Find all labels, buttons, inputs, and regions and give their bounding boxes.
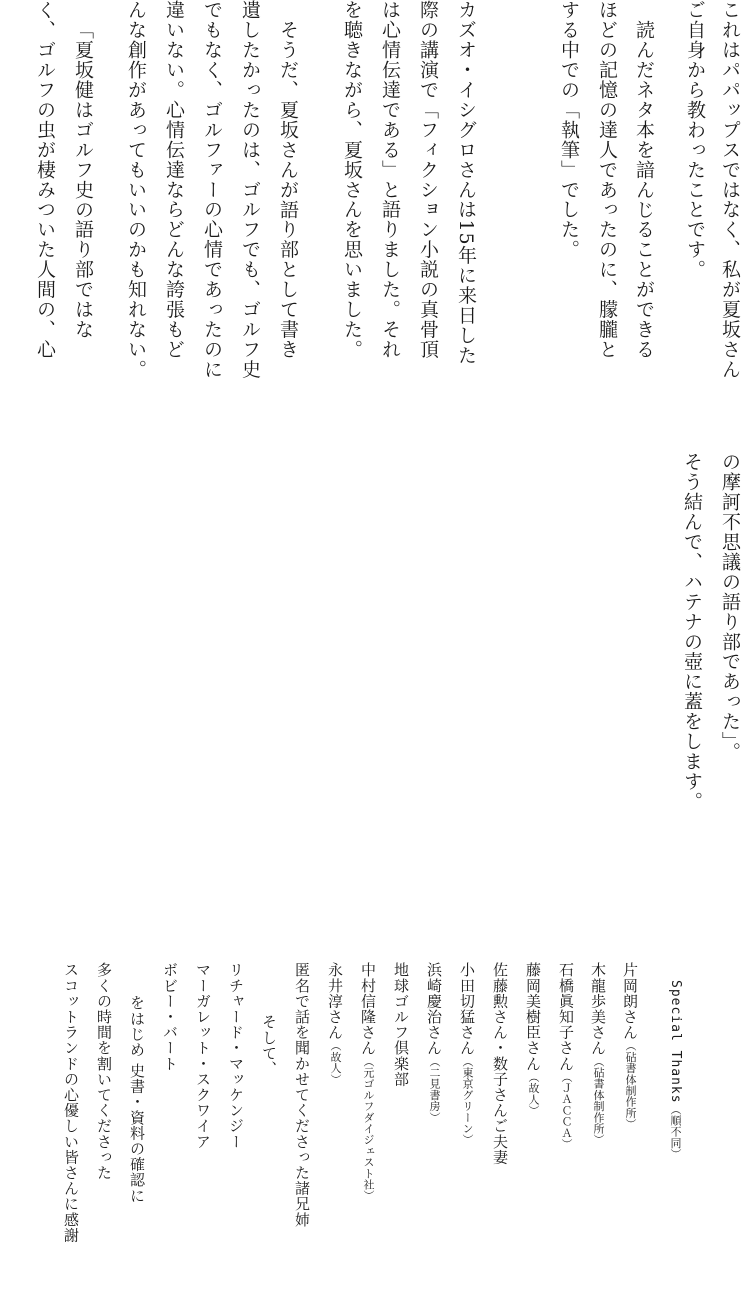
credit-entry (492, 962, 507, 1165)
credit-name: 永井淳さん (326, 962, 344, 1040)
body-line: 際の講演で「フィクション小説の真骨頂 (417, 0, 439, 360)
credit-person: ボビー・バート (161, 962, 179, 1072)
credit-entry (393, 962, 408, 1087)
credit-final: スコットランドの心優しい皆さんに感謝 (62, 962, 80, 1243)
body-line: は心情伝達である」と語りました。それ (379, 0, 401, 360)
credit-entry (525, 962, 540, 1116)
credit-name: 佐藤勲さん・数子さんご夫妻 (491, 962, 509, 1165)
body-line: そうだ、夏坂さんが語り部として書き (277, 20, 299, 360)
credit-entry (327, 962, 342, 1085)
credit-name: 片岡朗さん (621, 962, 639, 1040)
credit-person: マーガレット・スクワイア (194, 962, 212, 1150)
body-line: 読んだネタ本を諳んじることができる (633, 20, 655, 360)
credit-entry (459, 962, 474, 1145)
credit-note: （故人） (329, 1040, 342, 1085)
credit-note: （東京グリーン） (461, 1055, 474, 1146)
credit-soshite: そして、 (260, 1014, 278, 1077)
credit-name: 木龍歩美さん (589, 962, 607, 1056)
credit-entry (558, 962, 573, 1150)
credit-name: 石橋眞知子さん (557, 962, 575, 1072)
credit-final: 多くの時間を割いてくださった (95, 962, 113, 1181)
credit-entry (294, 962, 309, 1227)
body-line: 「夏坂健はゴルフ史の語り部ではな (72, 20, 94, 340)
credit-note: （二見書房） (428, 1055, 441, 1123)
credit-hajime: をはじめ 史書・資料の確認に (128, 995, 146, 1204)
body-line: んな創作があってもいいのかも知れない。 (125, 0, 147, 380)
credit-note: （砧書体制作所） (624, 1040, 637, 1130)
body-line: そう結んで、ハテナの壺に蓋をします。 (681, 452, 703, 812)
credit-name: 地球ゴルフ倶楽部 (392, 962, 410, 1087)
body-line: カズオ・イシグロさんは15年に来日した (455, 0, 477, 366)
credit-entry (360, 962, 375, 1201)
body-line: ほどの記憶の達人であったのに、朦朧と (596, 0, 618, 360)
credit-entry (590, 962, 605, 1145)
credits-heading-note: （順不同） (669, 1103, 682, 1160)
body-line: する中での「執筆」でした。 (558, 0, 580, 260)
body-line: の摩訶不思議の語り部であった」。 (719, 452, 741, 762)
credit-note: （元ゴルフダイジェスト社） (362, 1055, 375, 1202)
body-line: 違いない。心情伝達ならどんな誇張もど (163, 0, 185, 360)
credit-name: 浜崎慶治さん (425, 962, 443, 1056)
body-line: く、ゴルフの虫が棲みついた人間の、心 (34, 0, 56, 360)
body-line: でもなく、ゴルファーの心情であったのに (201, 0, 223, 380)
body-line: を聴きながら、夏坂さんを思いました。 (341, 0, 363, 360)
body-line: これはパパップスではなく、私が夏坂さん (719, 0, 741, 380)
credit-entry (426, 962, 441, 1123)
credits-heading (669, 980, 682, 1160)
credit-name: 藤岡美樹臣さん (524, 962, 542, 1072)
credit-name: 匿名で話を聞かせてくださった諸兄姉 (293, 962, 311, 1228)
body-line: ご自身から教わったことです。 (684, 0, 706, 280)
credit-note: （故人） (527, 1071, 540, 1117)
credit-name: 小田切猛さん (458, 962, 476, 1056)
credit-entry (622, 962, 637, 1130)
credit-note: （砧書体制作所） (592, 1055, 605, 1146)
credit-note: （ＪＡＣＣＡ） (560, 1071, 573, 1150)
body-line: 遺したかったのは、ゴルフでも、ゴルフ史 (239, 0, 261, 380)
credit-person: リチャード・マッケンジー (227, 962, 245, 1150)
credits-heading-text: Special Thanks (668, 980, 683, 1104)
credit-name: 中村信隆さん (359, 962, 377, 1056)
